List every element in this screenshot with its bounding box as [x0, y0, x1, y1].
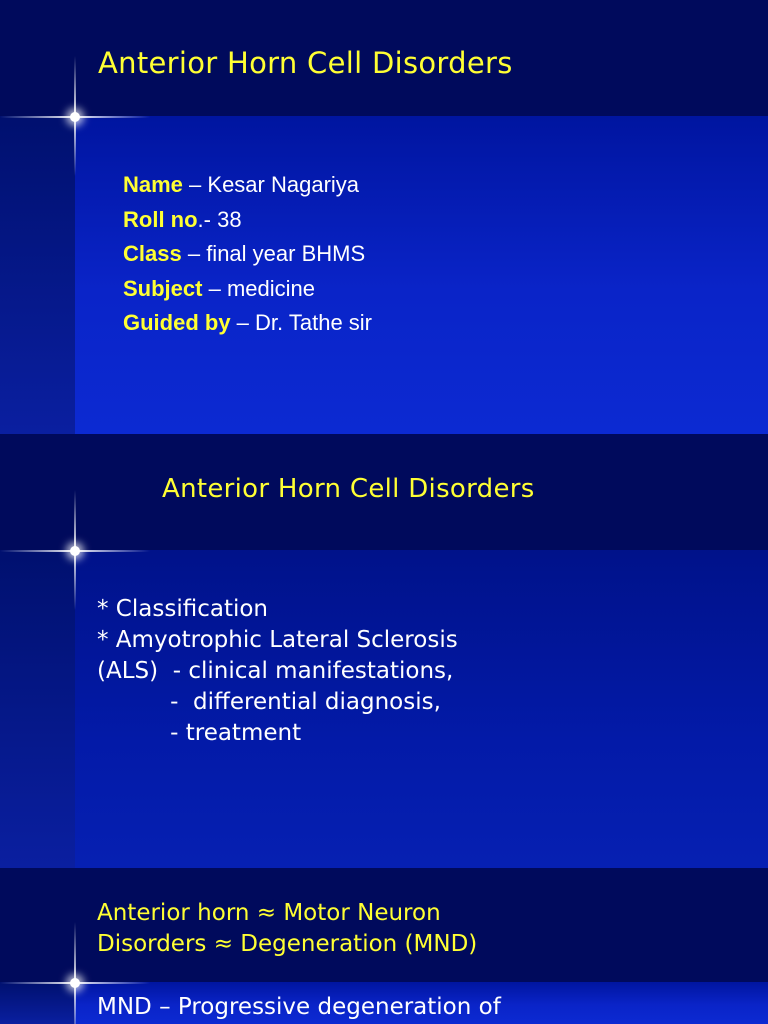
- slide-outline: [0, 434, 768, 868]
- slide-left-band: [0, 982, 75, 1024]
- slide-left-band: [0, 116, 75, 434]
- outline-line: (ALS) - clinical manifestations,: [97, 658, 454, 684]
- outline-line: - treatment: [97, 720, 302, 746]
- slide-title-page: [0, 0, 768, 434]
- heading-line: Disorders ≈ Degeneration (MND): [97, 931, 478, 957]
- outline-line: * Amyotrophic Lateral Sclerosis: [97, 627, 458, 653]
- outline-line: * Classification: [97, 596, 268, 622]
- slide-left-band: [0, 550, 75, 868]
- info-row-guide: Guided by – Dr. Tathe sir: [123, 310, 373, 335]
- info-row-class: Class – final year BHMS: [123, 241, 366, 266]
- slide-mnd-definition: [0, 868, 768, 1024]
- definition-line: MND – Progressive degeneration of: [97, 994, 501, 1020]
- slide-heading-text: [97, 898, 477, 960]
- slide-title: Anterior Horn Cell Disorders: [162, 474, 535, 504]
- info-row-name: Name – Kesar Nagariya: [123, 172, 360, 197]
- slide-title: Anterior Horn Cell Disorders: [98, 46, 513, 80]
- presenter-info: [123, 168, 372, 341]
- outline-list: [97, 594, 458, 749]
- heading-line: Anterior horn ≈ Motor Neuron: [97, 900, 441, 926]
- info-row-subject: Subject – medicine: [123, 275, 315, 301]
- info-row-roll: Roll no.- 38: [123, 206, 242, 232]
- outline-line: - differential diagnosis,: [97, 689, 441, 715]
